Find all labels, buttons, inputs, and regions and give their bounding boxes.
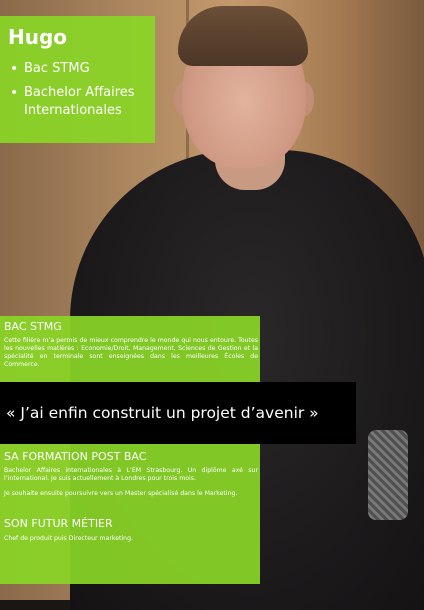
profile-list (8, 60, 147, 120)
profile-name: Hugo (8, 25, 68, 49)
content-panel (0, 316, 260, 584)
section-text-bac: Cette filière m’a permis de mieux comprendre le monde qui nous entoure. Toutes les nouvelles matières : Economie/Droit, Management, Sciences de Gestion et la spécialité en terminale sont enseignées dans les meilleures Écoles de Commerce. (4, 337, 258, 368)
profile-item: • Bachelor Affaires Internationales (8, 84, 147, 120)
section-title-bac: BAC STMG (4, 320, 62, 333)
profile-item: • Bac STMG (8, 60, 147, 78)
section-text-formation-2: Je souhaite ensuite poursuivre vers un Master spécialisé dans le Marketing. (4, 490, 238, 497)
quote-text: « J’ai enfin construit un projet d’avenir » (6, 404, 319, 422)
section-title-formation: SA FORMATION POST BAC (4, 450, 147, 463)
person-sleeve (368, 430, 408, 520)
section-text-metier: Chef de produit puis Directeur marketing. (4, 535, 133, 542)
section-title-metier: SON FUTUR MÉTIER (4, 517, 113, 530)
person-hair (178, 6, 308, 66)
profile-box (0, 16, 155, 143)
section-text-formation: Bachelor Affaires internationales à L’EM Strasbourg. Un diplôme axé sur l’international. Je suis actuellement à Londres pour trois mois. (4, 467, 258, 482)
quote-banner (0, 382, 356, 444)
